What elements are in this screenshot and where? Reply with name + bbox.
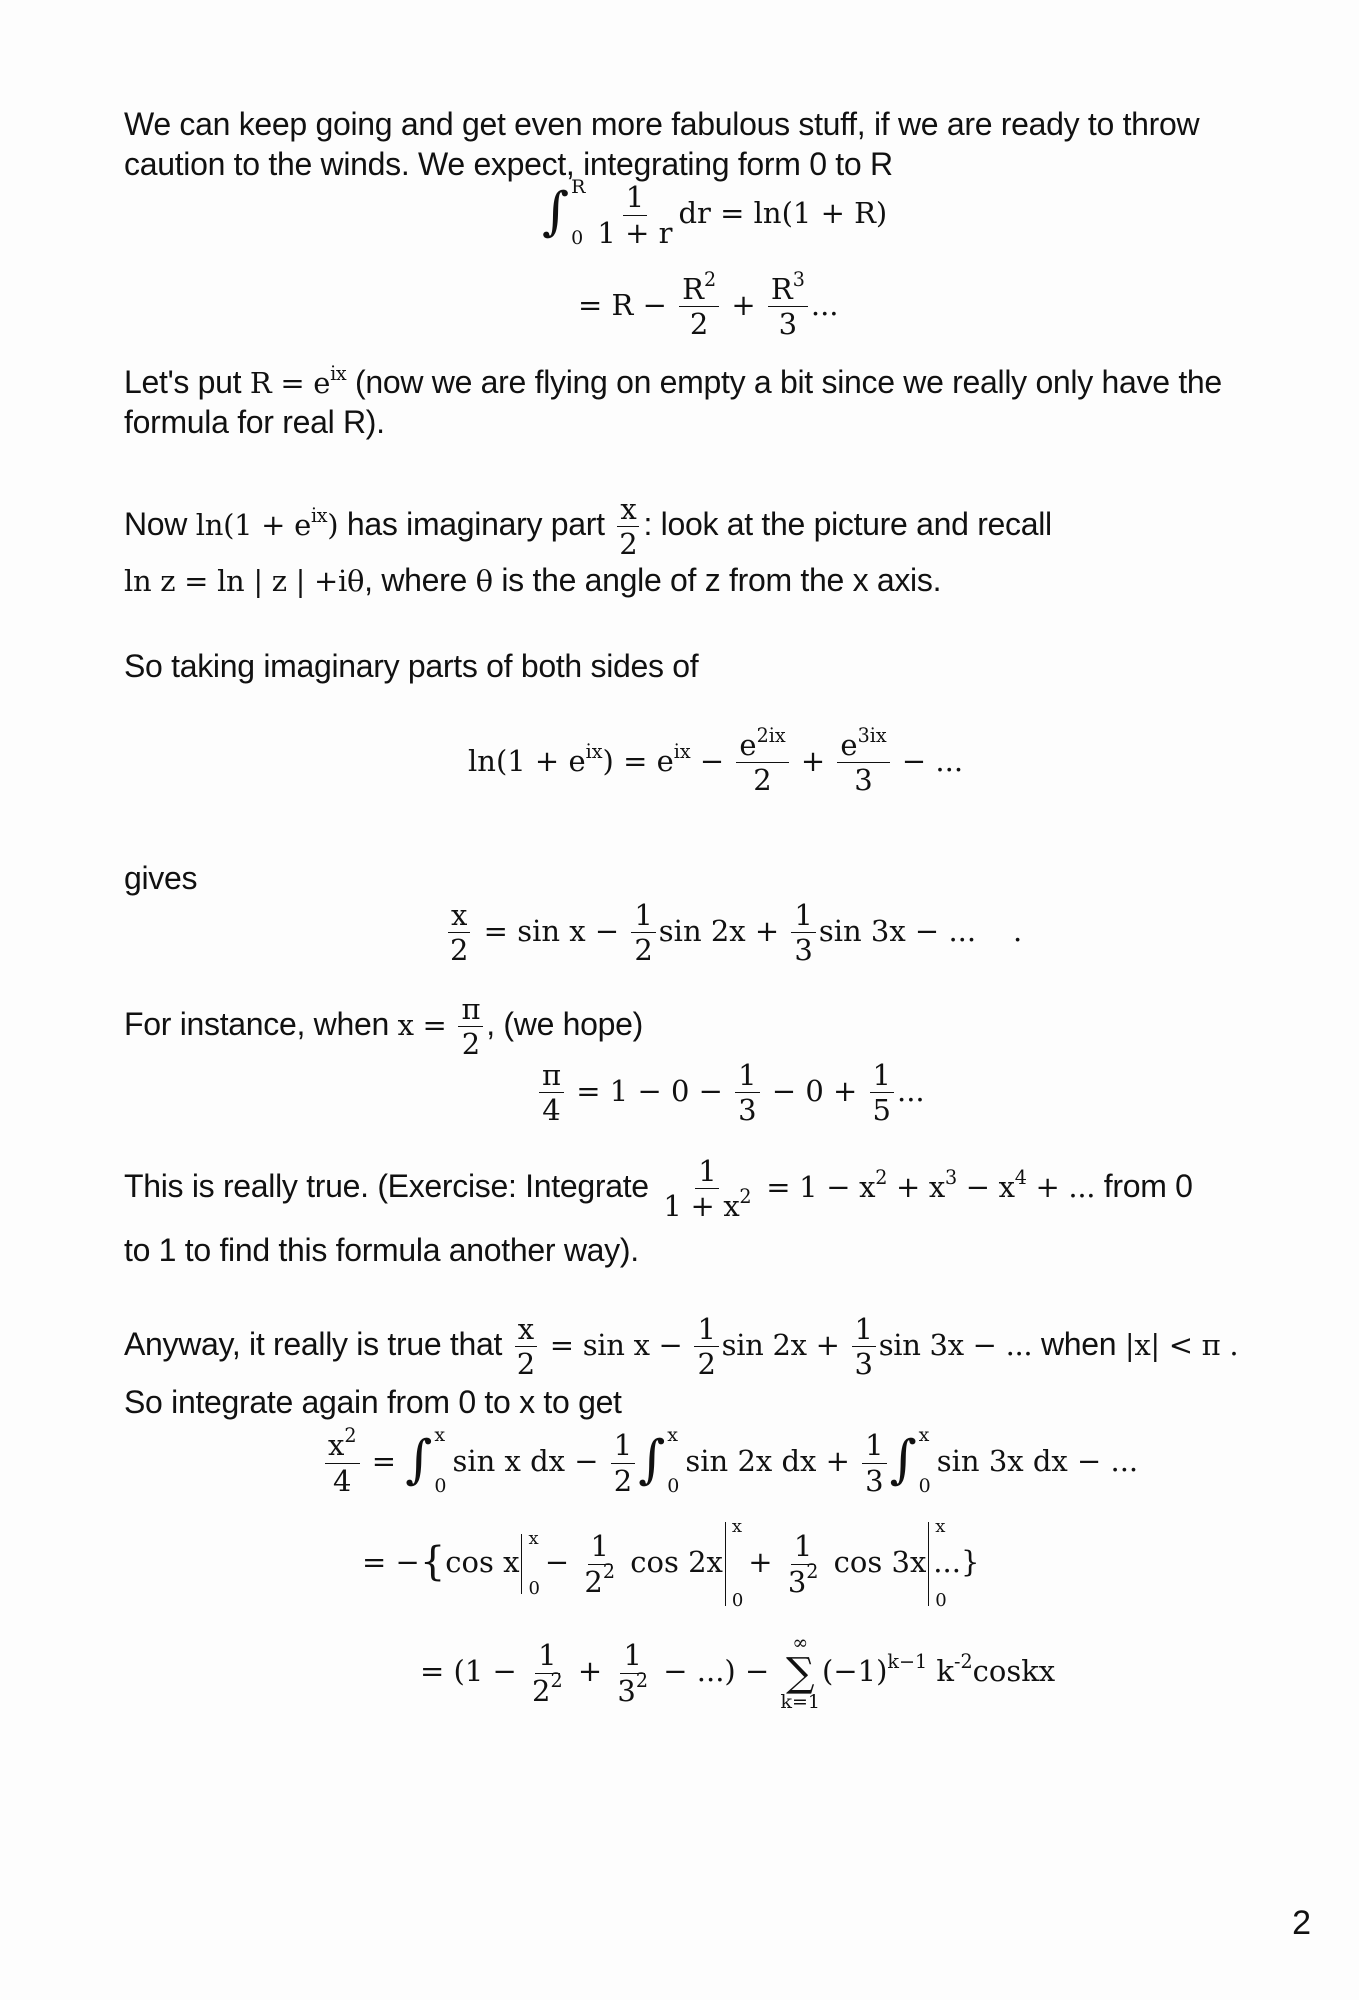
paragraph-imaginary-part: Now $\ln(1 + e^{ix})$ has imaginary part $\frac{x}{2}$ : look at the picture and recall [124,492,1052,562]
paragraph-exercise: This is really true. (Exercise: Integrate $\frac{1}{1 + x^2}$ = $1 - x^2 + x^3 - x^4$ + ... from 0 [124,1154,1193,1224]
equation-integral-ln: ∫ R 0 $\frac{1}{1 + r}$ dr = ln(1 + R) [542,176,888,250]
equation-complex-series: $\ln(1 + e^{ix}) = e^{ix}$ − $\frac{e^{2ix}}{2}$ + $\frac{e^{3ix}}{3}$ − ... [468,723,964,798]
paragraph-integrate-again: So integrate again from 0 to x to get [124,1384,622,1420]
page-number: 2 [1292,1904,1311,1942]
equation-cosine-evaluation: = −{cos x x 0 − $\frac{1}{2^2}$ cos 2x x 0 + $\frac{1}{3^2}$ cos 3x x 0 ...} [362,1516,980,1611]
paragraph-instance: For instance, when x = $\frac{\pi}{2}$ , (we hope) [124,992,643,1062]
paragraph-log-definition: ln z = ln | z | +iθ, where θ is the angle of z from the x axis. [124,562,942,598]
paragraph-exercise-line2: to 1 to find this formula another way). [124,1232,639,1268]
paragraph-intro-line1: We can keep going and get even more fabulous stuff, if we are ready to throw [124,106,1200,142]
paragraph-taking-parts: So taking imaginary parts of both sides of [124,648,699,684]
paragraph-substitution-line2: formula for real R). [124,404,385,440]
paragraph-anyway: Anyway, it really is true that $\frac{x}{2}$ = sin x − $\frac{1}{2}$ sin 2x + $\frac{1}{3}$ sin 3x − ... when |x| < π . [124,1312,1239,1382]
equation-integrated-series: $\frac{x^2}{4}$ = ∫ x 0 sin x dx − $\frac{1}{2}$ ∫ x 0 sin 2x dx + $\frac{1}{3}$ ∫ x 0 sin 3x dx − ... [322,1428,1138,1496]
paragraph-intro-line2: caution to the winds. We expect, integrating form 0 to R [124,146,893,182]
paragraph-gives: gives [124,860,198,896]
equation-sine-series: $\frac{x}{2}$ = sin x − $\frac{1}{2}$ sin 2x + $\frac{1}{3}$ sin 3x − ... . [450,898,1023,968]
equation-final-sum: = (1 − $\frac{1}{2^2}$ + $\frac{1}{3^2}$ − ...) − ∞ ∑ k=1 $(-1)^{k-1}$ $k^{-2}coskx$ [420,1632,1056,1713]
equation-leibniz: $\frac{\pi}{4}$ = 1 − 0 − $\frac{1}{3}$ − 0 + $\frac{1}{5}$ ... [536,1060,925,1126]
paragraph-substitution: Let's put $R = e^{ix}$ (now we are flying on empty a bit since we really only have the [124,361,1222,400]
equation-series-R: = R − $\frac{R^2}{2}$ + $\frac{R^3}{3}$ ... [578,267,839,342]
